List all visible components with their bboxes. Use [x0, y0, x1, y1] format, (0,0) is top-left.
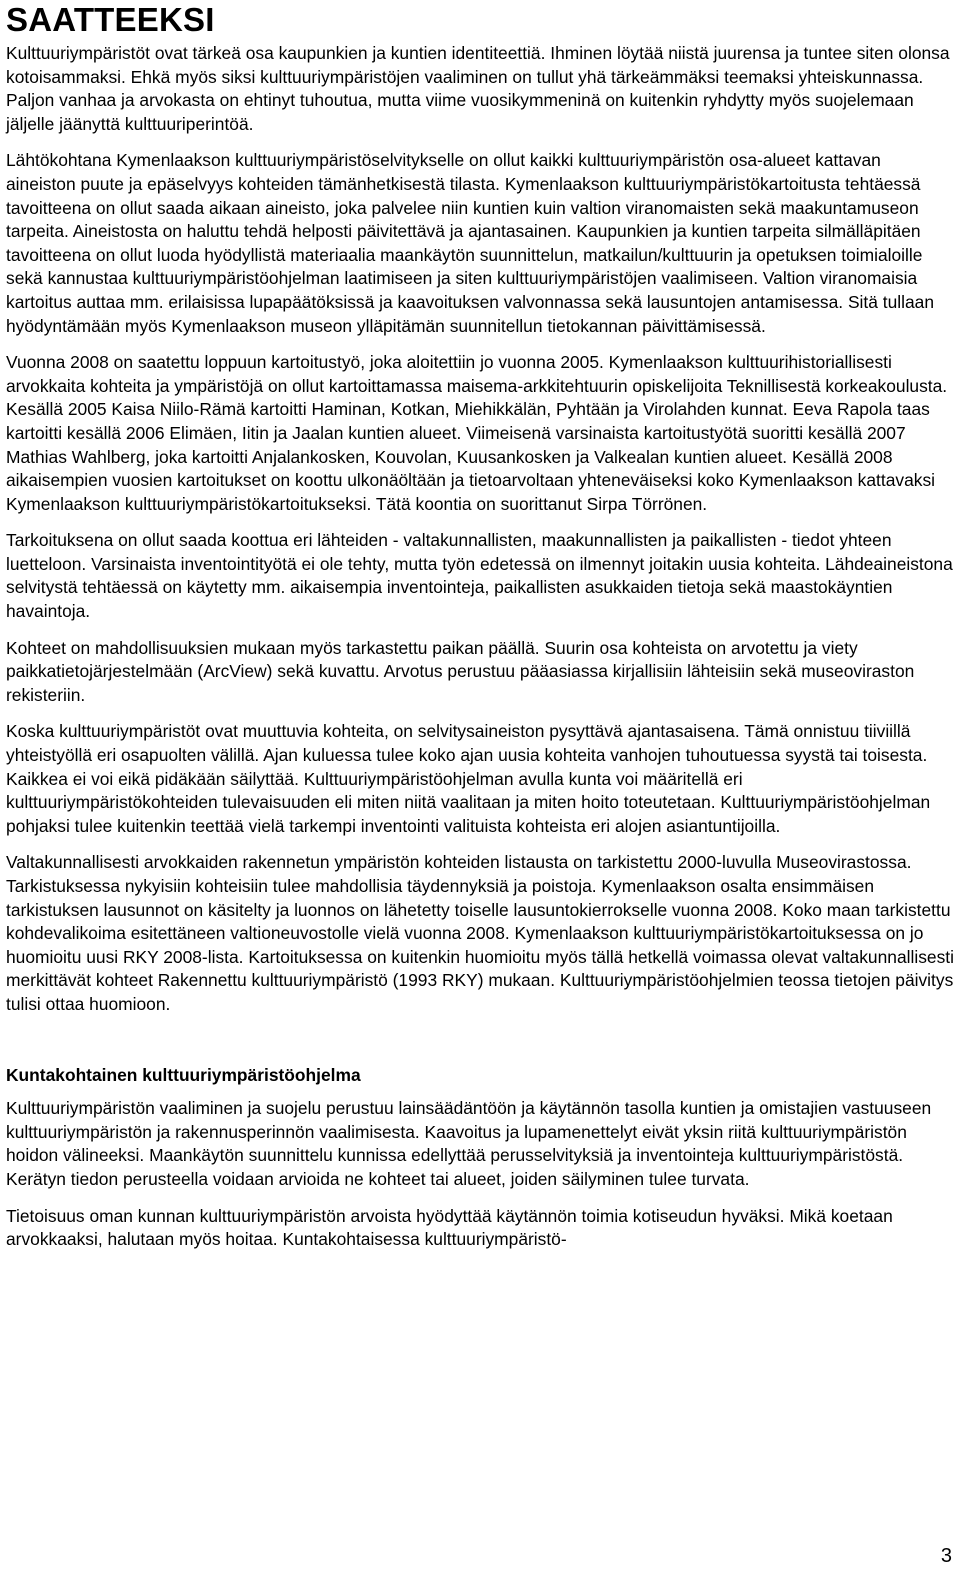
paragraph-site-checks: Kohteet on mahdollisuuksien mukaan myös tarkastettu paikan päällä. Suurin osa kohteista on arvotettu ja viety paikkatietojärjestelmään (ArcView) sekä kuvattu. Arvotus perustuu pääasiassa kirjallisiin lähteisiin sekä museoviraston rekisteriin.: [6, 637, 915, 705]
paragraph-introduction: Kulttuuriympäristöt ovat tärkeä osa kaupunkien ja kuntien identiteettiä. Ihminen löytää niistä juurensa ja tuntee siten olonsa kotoisammaksi. Ehkä myös siksi kulttuuriympäristöjen vaaliminen on tullut yhä tärkeämmäksi teemaksi yhteiskunnassa. Paljon vanhaa ja arvokasta on ehtinyt tuhoutua, mutta viime vuosikymmeninä on kuitenkin ryhdytty myös suojelemaan jäljelle jäänyttä kulttuuriperintöä.: [6, 43, 950, 134]
section-heading: Kuntakohtainen kulttuuriympäristöohjelma: [6, 1064, 361, 1085]
paragraph-purpose: Tarkoituksena on ollut saada koottua eri lähteiden - valtakunnallisten, maakunnallisten ja paikallisten - tiedot yhteen luetteloon. Varsinaista inventointityötä ei ole tehty, mutta työn edetessä on ilmennyt joitakin uusia kohteita. Lähdeaineistona selvitystä tehtäessä on käytetty mm. aikaisempia inventointeja, paikallisten asukkaiden tietoja sekä maastokäyntien havaintoja.: [6, 530, 953, 622]
paragraph-national-listing: Valtakunnallisesti arvokkaiden rakennetun ympäristön kohteiden listausta on tarkistettu 2000-luvulla Museovirastossa. Tarkistuksessa nykyisiin kohteisiin tulee mahdollisia täydennyksiä ja poistoja. Kymenlaakson osalta ensimmäisen tarkistuksen lausunnot on käsitelty ja luonnos on lähetetty toiselle lausuntokierrokselle vuonna 2008. Koko maan tarkistettu kohdevalikoima esitettäneen valtioneuvostolle vielä vuonna 2008. Kymenlaakson kulttuuriympäristökartoituksessa on jo huomioitu uusi RKY 2008-lista. Kartoituksessa on kuitenkin huomioitu myös tällä hetkellä voimassa olevat valtakunnallisesti merkittävät kohteet Rakennettu kulttuuriympäristö (1993 RKY) mukaan. Kulttuuriympäristöohjelmien teossa tietojen päivitys tulisi ottaa huomioon.: [6, 852, 954, 1014]
paragraph-section-legislation: Kulttuuriympäristön vaaliminen ja suojelu perustuu lainsäädäntöön ja käytännön tasolla kuntien ja omistajien vastuuseen kulttuuriympäristön ja rakennusperinnön vaalimisesta. Kaavoitus ja lupamenettelyt eivät yksin riitä kulttuuriympäristön hoidon välineeksi. Maankäytön suunnittelu kunnissa edellyttää perusselvityksiä ja inventointeja kulttuuriympäristöstä. Kerätyn tiedon perusteella voidaan arvioida ne kohteet tai alueet, joiden säilyminen tulee turvata.: [6, 1098, 932, 1189]
paragraph-section-awareness: Tietoisuus oman kunnan kulttuuriympäristön arvoista hyödyttää käytännön toimia kotiseudun hyväksi. Mikä koetaan arvokkaaksi, halutaan myös hoitaa. Kuntakohtaisessa kulttuuriympäristö-: [6, 1205, 893, 1250]
paragraph-changing-environments: Koska kulttuuriympäristöt ovat muuttuvia kohteita, on selvitysaineiston pysyttävä ajantasaisena. Tämä onnistuu tiiviillä yhteistyöllä eri osapuolten välillä. Ajan kuluessa tulee koko ajan uusia kohteita vanhojen tuhoutuessa syystä tai toisesta. Kaikkea ei voi eikä pidäkään säilyttää. Kulttuuriympäristöohjelman avulla kunta voi määritellä eri kulttuuriympäristökohteiden tulevaisuuden eli miten niitä vaalitaan ja miten hoito toteutetaan. Kulttuuriympäristöohjelman pohjaksi tulee kuitenkin teettää vielä tarkempi inventointi valituista kohteista eri alojen asiantuntijoilla.: [6, 721, 931, 836]
paragraph-survey-history: Vuonna 2008 on saatettu loppuun kartoitustyö, joka aloitettiin jo vuonna 2005. Kymenlaakson kulttuurihistoriallisesti arvokkaita kohteita ja ympäristöjä on ollut kartoittamassa maisema-arkkitehtuurin opiskelijoita Teknillisestä korkeakoulusta. Kesällä 2005 Kaisa Niilo-Rämä kartoitti Haminan, Kotkan, Miehikkälän, Pyhtään ja Virolahden kunnat. Eeva Rapola taas kartoitti kesällä 2006 Elimäen, Iitin ja Jaalan kuntien alueet. Viimeisenä varsinaista kartoitustyötä suoritti kesällä 2007 Mathias Wahlberg, joka kartoitti Anjalankosken, Kouvolan, Kuusankosken ja Valkealan kuntien alueet. Kesällä 2008 aikaisempien vuosien kartoitukset on koottu ulkonäöltään ja tietoarvoltaan yhteneväiseksi koko Kymenlaakson kattavaksi Kymenlaakson kulttuuriympäristökartoitukseksi. Tätä koontia on suorittanut Sirpa Törrönen.: [6, 352, 948, 514]
document-page: [6, 0, 954, 1252]
page-number: 3: [940, 1545, 952, 1567]
page-title: SAATTEEKSI: [6, 1, 215, 38]
paragraph-starting-point: Lähtökohtana Kymenlaakson kulttuuriympäristöselvitykselle on ollut kaikki kulttuuriympäristön osa-alueet kattavan aineiston puute ja epäselvyys kohteiden tämänhetkisestä tilasta. Kymenlaakson kulttuuriympäristökartoitusta tehtäessä tavoitteena on ollut saada aikaan aineisto, joka palvelee niin kuntien kuin valtion viranomaisten sekä maakuntamuseon tarpeita. Aineistosta on haluttu tehdä helposti päivitettävä ja ajantasainen. Kaupunkien ja kuntien tarpeita silmälläpitäen tavoitteena on ollut luoda hyödyllistä materiaalia maankäytön suunnittelun, matkailun/kulttuurin ja opetuksen toimialoille sekä kannustaa kulttuuriympäristöohjelman laatimiseen ja siten kulttuuriympäristöjen vaalimiseen. Valtion viranomaisia kartoitus auttaa mm. erilaisissa lupapäätöksissä ja kaavoituksen valvonnassa sekä lausuntojen antamisessa. Sitä tullaan hyödyntämään myös Kymenlaakson museon ylläpitämän suunnitellun tietokannan päivittämisessä.: [6, 150, 935, 336]
